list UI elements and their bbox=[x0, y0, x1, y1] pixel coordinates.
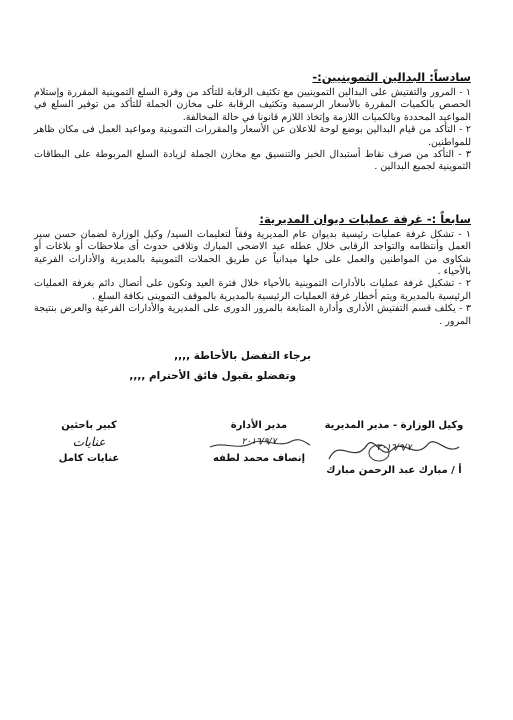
section-seven bbox=[34, 212, 471, 328]
section-six-title: سادساً: البدالين التموينيين:- bbox=[312, 70, 471, 84]
signature-area bbox=[34, 420, 479, 540]
closing-line-1: برجاء التفضل بالأحاطة ,,,, bbox=[174, 350, 311, 363]
closing-line-2: وتفضلو بقبول فائق الأحترام ,,,, bbox=[129, 370, 296, 383]
section-seven-item-1: ١ - تشكل غرفة عمليات رئيسية بديوان عام المديرية وفقاً لتعليمات السيد/ وكيل الوزارة لضمان حسن سير العمل وأنتظامه والتواجد الرقابى خلال عطله عيد الاضحى المبارك وتلافى حدوث أى ملاحظات أو بلاغات أو شكاوى من المواطنين والعمل على حلها ميدانياً عن طريق الحملات التموينية بالمديرية والأدارات الفرعية بالأحياء . bbox=[34, 228, 471, 278]
section-six-item-2: ٢ - التأكد من قيام البدالين بوضع لوحة للاعلان عن الأسعار والمقررات التموينية ومواعيد العمل فى مكان ظاهر للمواطنين. bbox=[34, 124, 471, 148]
signature-title: كبير باحثين bbox=[61, 420, 117, 431]
signature-date: ٢٠١٦/٩/٧ bbox=[376, 443, 412, 453]
signature-name: إنصاف محمد لطفه bbox=[212, 453, 305, 464]
signature-name: أ / مبارك عبد الرحمن مبارك bbox=[326, 465, 462, 476]
section-six-item-3: ٣ - التأكد من صرف نقاط أستبدال الخبز والتنسيق مع مخازن الجملة لزيادة السلع المربوطة على البطاقات التموينية لجميع البدالين . bbox=[34, 149, 471, 173]
signature-title: وكيل الوزارة - مدير المديرية bbox=[324, 420, 464, 431]
signature-senior-researcher bbox=[34, 420, 144, 464]
signature-handwriting: عنايات bbox=[72, 435, 106, 449]
section-six bbox=[34, 70, 471, 174]
section-seven-title: سابعاً :- غرفة عمليات ديوان المديرية: bbox=[259, 211, 471, 226]
signature-date: ٢٠١٦/٩/٧ bbox=[241, 437, 277, 447]
signature-undersecretary bbox=[309, 420, 479, 476]
section-six-item-1: ١ - المرور والتفتيش على البدالين التموينيين مع تكثيف الرقابة للتأكد من وفرة السلع التموينية المقررة وإستلام الحصص بالكميات المقررة بالأسعار الرسمية وتكثيف الرقابة على مخازن الجملة للتأكد من توفير السلع في المواعيد المحددة وبالكميات اللازمة وإتخاذ اللازم قانونا في حالة المخالفة. bbox=[34, 87, 471, 123]
closing-block bbox=[34, 346, 471, 386]
signature-name: عنايات كامل bbox=[58, 453, 120, 464]
signature-title: مدير الأدارة bbox=[230, 420, 288, 431]
section-seven-item-3: ٣ - يكلف قسم التفتيش الأدارى وأدارة المتابعة بالمرور الدورى على المديرية والأدارات الفرعية والعرض بنتيجة المرور . bbox=[34, 303, 471, 327]
section-seven-item-2: ٢ - تشكيل غرفة عمليات بالأدارات التموينية بالأحياء خلال فترة العيد وتكون على أتصال دائم بغرفة العمليات الرئيسية بالمديرية ويتم أخطار غرفة العمليات الرئيسية بالمديرية بالموقف التموينى بكافة السلع . bbox=[34, 278, 471, 302]
signature-department-manager bbox=[184, 420, 334, 464]
